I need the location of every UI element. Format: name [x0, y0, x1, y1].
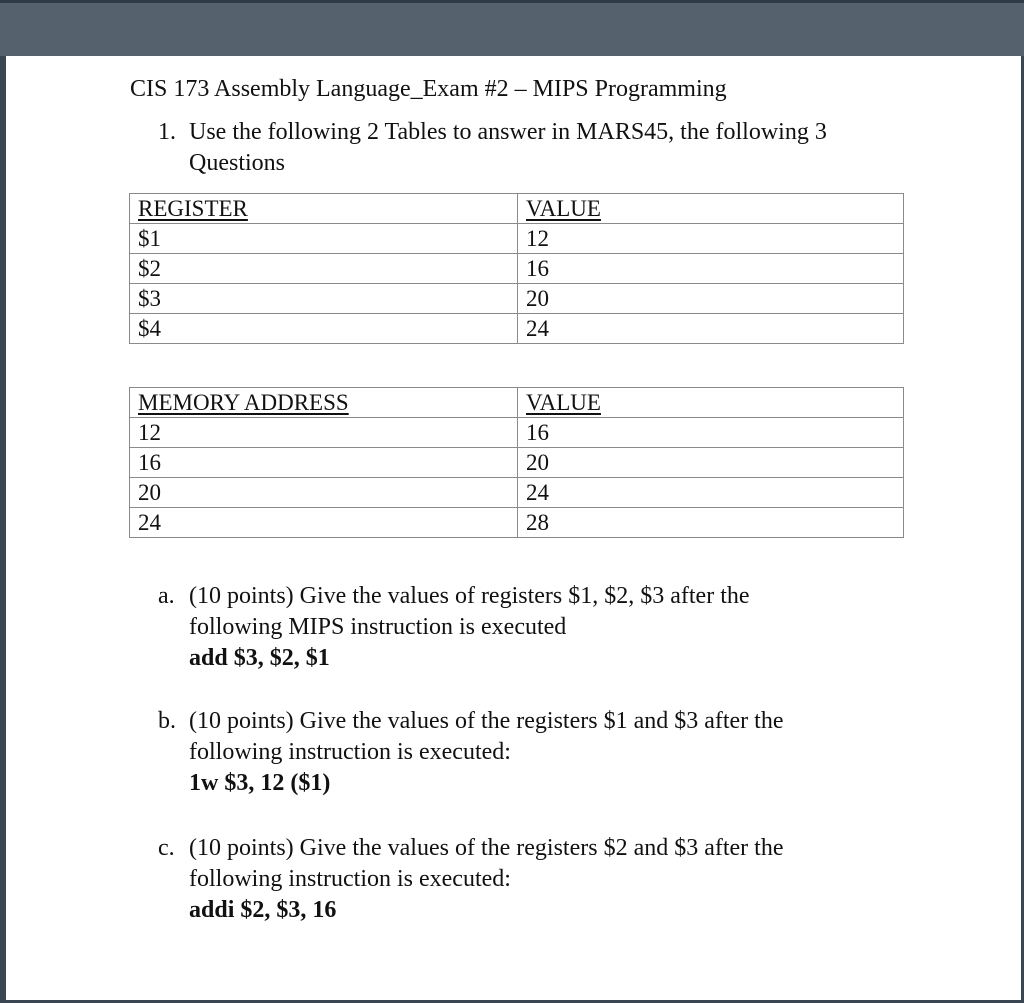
table-row: [130, 284, 904, 314]
table-header-cell: REGISTER: [130, 194, 518, 224]
table-cell: 20: [130, 478, 518, 508]
memory-table: [129, 387, 904, 538]
table-row: [130, 254, 904, 284]
table-cell: 12: [130, 418, 518, 448]
question-part-c: [158, 833, 918, 926]
table-cell: 16: [518, 254, 904, 284]
table-cell: $1: [130, 224, 518, 254]
table-header-row: [130, 388, 904, 418]
table-cell: 12: [518, 224, 904, 254]
table-cell: 28: [518, 508, 904, 538]
part-letter: c.: [158, 835, 175, 861]
question-intro: [158, 117, 918, 179]
part-instruction: add $3, $2, $1: [189, 645, 330, 671]
table-row: [130, 448, 904, 478]
table-cell: $3: [130, 284, 518, 314]
table-cell: 16: [518, 418, 904, 448]
question-part-a: [158, 581, 918, 674]
part-instruction: 1w $3, 12 ($1): [189, 770, 331, 796]
table-header-cell: MEMORY ADDRESS: [130, 388, 518, 418]
part-text-line: (10 points) Give the values of the registers $2 and $3 after the: [189, 835, 784, 861]
window-top-bar: [0, 0, 1024, 56]
part-text-line: (10 points) Give the values of the registers $1 and $3 after the: [189, 708, 784, 734]
part-text-line: following MIPS instruction is executed: [189, 614, 567, 640]
table-cell: $4: [130, 314, 518, 344]
part-text-line: following instruction is executed:: [189, 866, 511, 892]
table-row: [130, 478, 904, 508]
question-number: 1.: [158, 119, 176, 145]
table-cell: 24: [518, 314, 904, 344]
table-row: [130, 508, 904, 538]
question-text: Use the following 2 Tables to answer in MARS45, the following 3 Questions: [189, 119, 827, 176]
part-letter: b.: [158, 708, 176, 734]
part-text-line: following instruction is executed:: [189, 739, 511, 765]
question-part-b: [158, 706, 918, 799]
table-cell: 16: [130, 448, 518, 478]
table-row: [130, 224, 904, 254]
table-cell: 20: [518, 284, 904, 314]
register-table: [129, 193, 904, 344]
table-row: [130, 418, 904, 448]
part-text-line: (10 points) Give the values of registers $1, $2, $3 after the: [189, 583, 750, 609]
table-header-cell: VALUE: [518, 194, 904, 224]
table-cell: 24: [518, 478, 904, 508]
window-frame-left: [0, 56, 6, 1003]
table-header-cell: VALUE: [518, 388, 904, 418]
table-header-row: [130, 194, 904, 224]
part-letter: a.: [158, 583, 175, 609]
table-cell: 20: [518, 448, 904, 478]
table-cell: $2: [130, 254, 518, 284]
document-title: CIS 173 Assembly Language_Exam #2 – MIPS Programming: [130, 76, 727, 102]
table-cell: 24: [130, 508, 518, 538]
table-row: [130, 314, 904, 344]
part-instruction: addi $2, $3, 16: [189, 897, 337, 923]
